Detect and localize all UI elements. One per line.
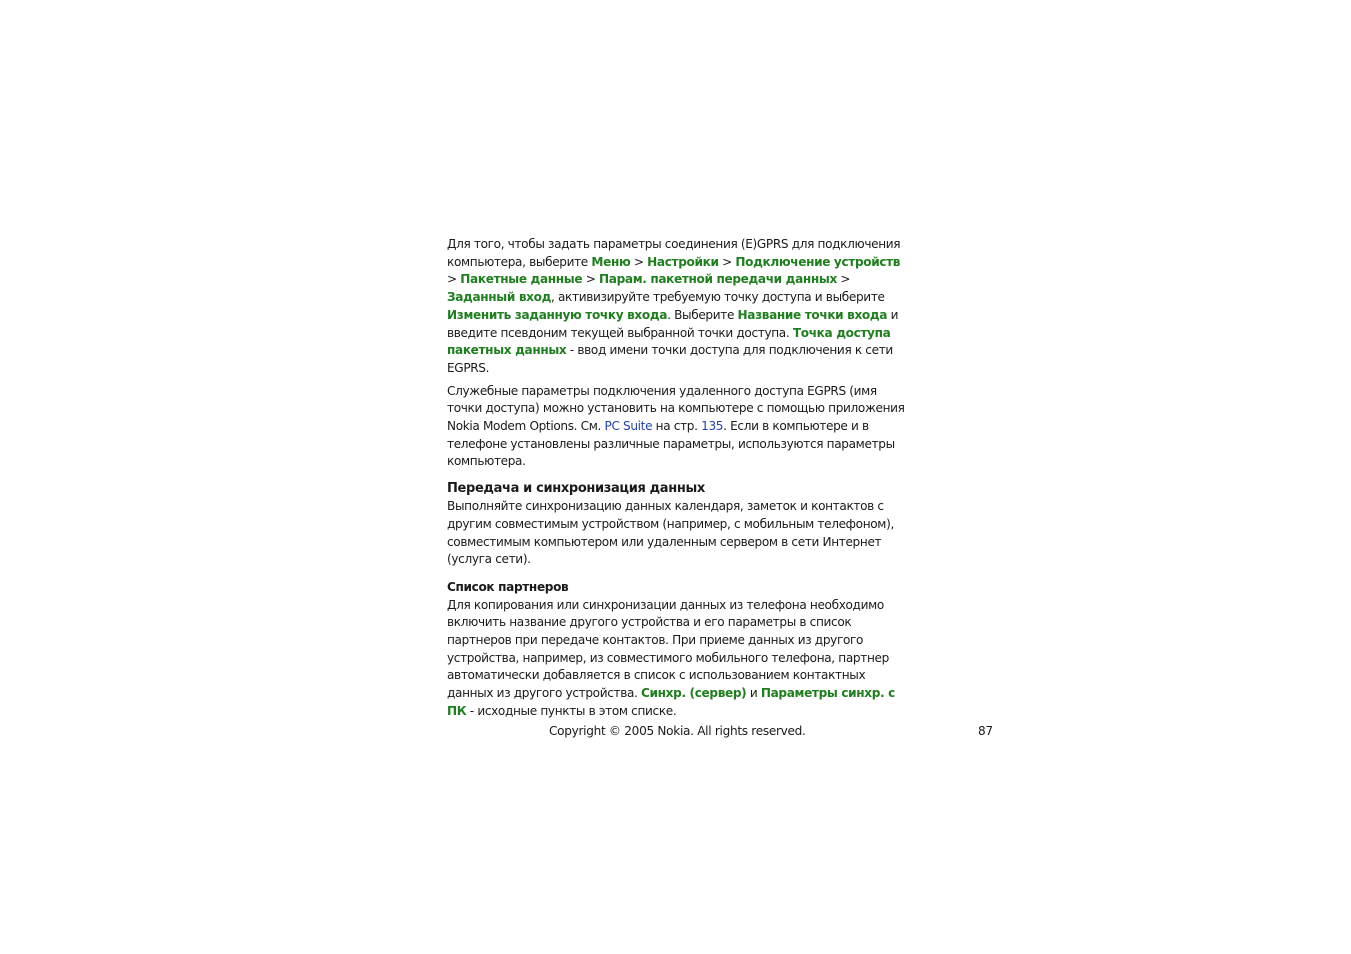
menu-option: Название точки входа [737,307,888,322]
paragraph-text: Для копирования или синхронизации данных из телефона необходимо включить название другого устройства и его параметры в список партнеров при передаче контактов. При приеме данных из другого устройства, например, из совместимого мобильного телефона, партнер автоматически добавляется в список с использованием контактных данных из другого устройства. [447,597,889,701]
paragraph-text: на стр. [652,419,702,434]
path-separator: > [630,254,648,269]
menu-option: Изменить заданную точку входа [447,307,668,322]
menu-path-item: Настройки [647,254,719,269]
paragraph-text: и [746,686,761,701]
paragraph-text: . Если в компьютере и в телефоне установлены различные параметры, используются параметры компьютера. [447,419,895,469]
paragraph-text: - ввод имени точки доступа для подключения к сети EGPRS. [447,343,893,375]
section-paragraph: Выполняйте синхронизацию данных календаря, заметок и контактов с другим совместимым устройством (например, с мобильным телефоном), совместимым компьютером или удаленным сервером в сети Интернет (услуга сети). [447,499,894,567]
path-separator: > [582,272,599,287]
menu-path-item: Пакетные данные [460,272,583,287]
paragraph-text: Служебные параметры подключения удаленного доступа EGPRS (имя точки доступа) можно установить на компьютере с помощью приложения Nokia Modem Options. См. [447,383,905,434]
menu-option: Параметры синхр. с ПК [447,686,895,718]
menu-option: Синхр. (сервер) [641,686,747,701]
paragraph-egprs-settings [447,236,905,378]
section-heading: Передача и синхронизация данных [447,481,705,497]
menu-path-item: Заданный вход [447,290,551,305]
copyright-notice: Copyright © 2005 Nokia. All rights reserved. [549,724,806,738]
page-number: 87 [978,724,993,738]
paragraph-text: - исходные пункты в этом списке. [466,703,677,718]
pc-suite-link[interactable]: PC Suite [604,419,653,434]
paragraph-text: , активизируйте требуемую точку доступа и выберите [551,290,885,305]
subsection-paragraph [447,597,905,721]
menu-path-item: Парам. пакетной передачи данных [599,272,837,287]
menu-option: Точка доступа пакетных данных [447,325,891,358]
paragraph-text: и введите псевдоним текущей выбранной точки доступа. [447,307,899,340]
paragraph-text: Для того, чтобы задать параметры соединения (E)GPRS для подключения компьютера, выберите [447,237,901,269]
subsection-heading: Список партнеров [447,579,569,594]
page-reference-link[interactable]: 135 [701,419,724,434]
menu-path-item: Меню [591,254,631,269]
path-separator: > [447,272,461,287]
document-body [447,236,905,721]
path-separator: > [718,254,736,269]
path-separator: > [836,272,851,287]
menu-path-item: Подключение устройств [735,254,901,269]
paragraph-remote-access [447,383,905,472]
paragraph-text: . Выберите [667,307,738,322]
